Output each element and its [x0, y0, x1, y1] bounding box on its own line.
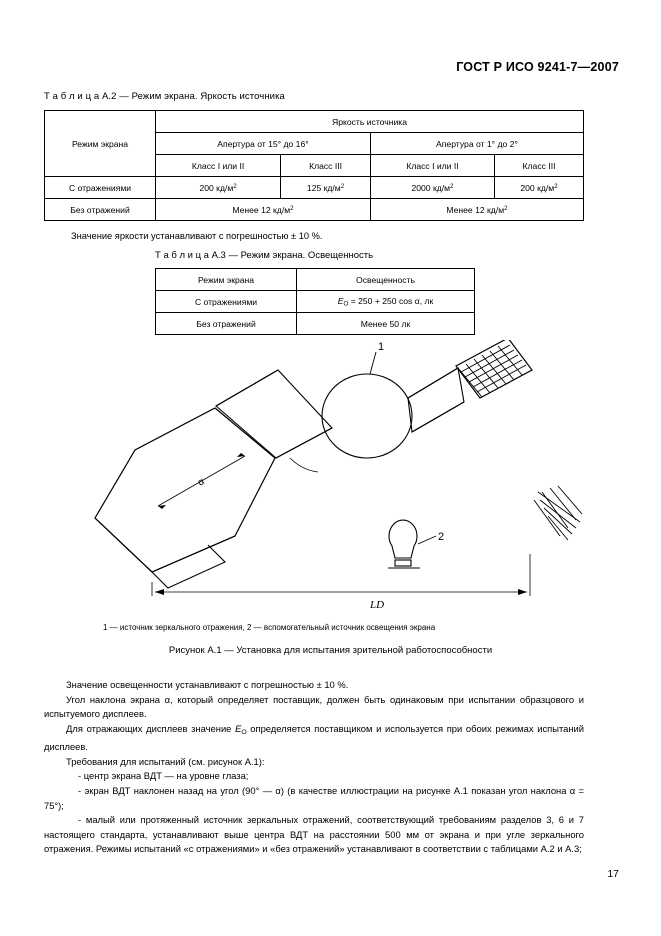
figure-label-2: 2	[438, 531, 445, 543]
table-a3-row1-value: $E_O = 250 + 250$ cos α, лк	[297, 291, 475, 313]
table-a3-mode-header: Режим экрана	[156, 269, 297, 291]
table-a2-note: Значение яркости устанавливают с погрешностью ± 10 %.	[71, 231, 323, 241]
figure-label-alpha: α	[196, 476, 207, 489]
paragraph-7: - малый или протяженный источник зеркальных отражений, соответствующий требованиям разделов 3, 6 и 7 настоящего стандарта, устанавливают выше центра ВДТ на расстоянии 500 мм от экрана и при угле зеркального отражения. Режимы испытаний «с отражениями» и «без отражений» устанавливают в соответствии с таблицами А.2 и А.3;	[44, 814, 584, 855]
table-a2	[44, 110, 584, 221]
table-a2-class-a2: Класс III	[281, 155, 371, 177]
figure-a1-drawing	[40, 340, 620, 620]
table-row	[156, 313, 475, 335]
paragraph-2: Угол наклона экрана α, который определяет поставщик, должен быть одинаковым при испытании образцового и испытуемого дисплеев.	[44, 693, 584, 720]
table-a3-row2-value: Менее 50 лк	[297, 313, 475, 335]
table-row	[45, 177, 584, 199]
paragraph-5: - центр экрана ВДТ — на уровне глаза;	[78, 770, 249, 782]
table-a2-row1-mode: С отражениями	[45, 177, 156, 199]
table-a3-row1-mode: С отражениями	[156, 291, 297, 313]
table-a3-caption: Т а б л и ц а А.3 — Режим экрана. Освещенность	[155, 250, 374, 261]
page-header: ГОСТ Р ИСО 9241-7—2007	[456, 60, 619, 74]
figure-label-ld: LD	[370, 599, 385, 611]
table-row	[156, 291, 475, 313]
table-a2-row1-v1: 200 $кд/м^2$	[156, 177, 281, 199]
table-a3-value-header: Освещенность	[297, 269, 475, 291]
table-a2-class-b2: Класс III	[495, 155, 584, 177]
table-a2-row2-v3: Менее 12 $кд/м^2$	[370, 199, 583, 221]
table-a2-row1-v2: 125 $кд/м^2$	[281, 177, 371, 199]
table-row	[156, 269, 475, 291]
figure-a1-svg	[40, 340, 620, 620]
paragraph-3: Для отражающих дисплеев значение $E_O$ определяется поставщиком и используется при обоих режимах испытаний дисплеев.	[44, 722, 584, 753]
figure-a1-legend: 1 — источник зеркального отражения, 2 — вспомогательный источник освещения экрана	[103, 623, 436, 632]
body-text-block	[44, 678, 584, 857]
figure-a1-title: Рисунок А.1 — Установка для испытания зрительной работоспособности	[168, 645, 493, 656]
table-a2-row2-mode: Без отражений	[45, 199, 156, 221]
table-a2-aperture2: Апертура от 1° до 2°	[370, 133, 583, 155]
table-a3-row2-mode: Без отражений	[156, 313, 297, 335]
table-a2-class-b1: Класс I или II	[370, 155, 494, 177]
table-a2-row1-v3: 2000 $кд/м^2$	[370, 177, 494, 199]
paragraph-1: Значение освещенности устанавливают с погрешностью ± 10 %.	[66, 679, 349, 690]
page-number: 17	[607, 868, 619, 880]
table-a3	[155, 268, 475, 335]
paragraph-6: - экран ВДТ наклонен назад на угол (90° — α) (в качестве иллюстрации на рисунке А.1 показан угол наклона α = 75°);	[44, 785, 584, 811]
table-a2-group-header: Яркость источника	[156, 111, 584, 133]
table-a2-mode-header: Режим экрана	[45, 111, 156, 177]
table-a2-class-a1: Класс I или II	[156, 155, 281, 177]
paragraph-4: Требования для испытаний (см. рисунок А.1):	[66, 755, 265, 767]
table-a2-row2-v1: Менее 12 $кд/м^2$	[156, 199, 371, 221]
table-row	[45, 199, 584, 221]
figure-label-1: 1	[378, 341, 385, 353]
table-a2-aperture1: Апертура от 15° до 16°	[156, 133, 371, 155]
table-a2-row1-v4: 200 $кд/м^2$	[495, 177, 584, 199]
table-a2-caption: Т а б л и ц а А.2 — Режим экрана. Яркость источника	[44, 91, 285, 102]
table-row	[45, 111, 584, 133]
